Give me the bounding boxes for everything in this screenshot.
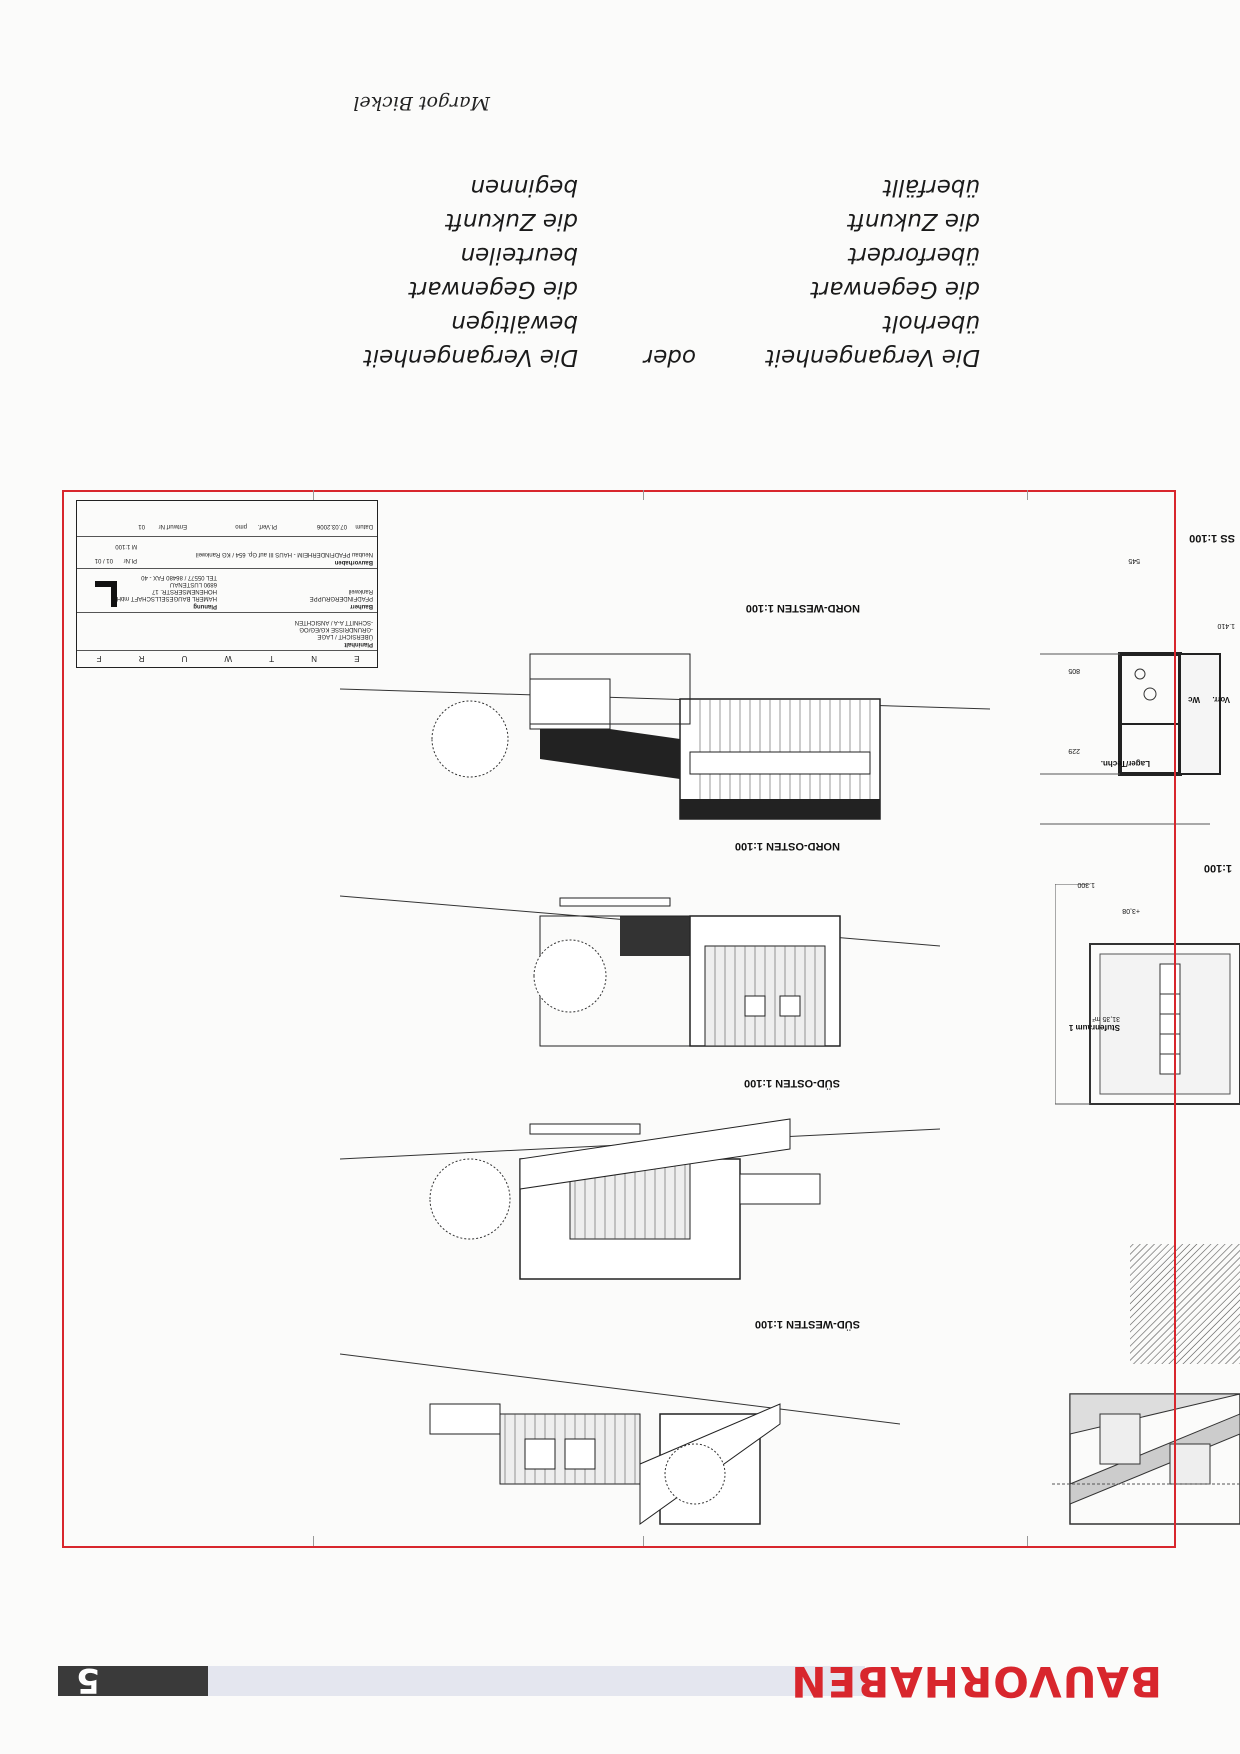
massstab: M 1:100 (115, 543, 137, 549)
planinhalt-line: -SCHNITT A-A / ANSICHTEN (294, 619, 373, 625)
entwurf-letter: E (352, 654, 360, 664)
planinhalt-label: Planinhalt (344, 641, 373, 647)
plan-nr-label: Pl.Nr (123, 557, 137, 563)
planung-line: 6890 LUSTENAU (169, 581, 217, 587)
entwurf-letter: F (94, 654, 102, 664)
entwurf-letter: R (136, 654, 145, 664)
dim-545: 545 (1128, 557, 1140, 564)
entwurf-nr: 01 (138, 523, 145, 529)
stufenraum-area: 31,35 m² (1092, 1015, 1120, 1022)
level-label: +3,08 (1122, 907, 1140, 914)
bauherr-label: Bauherr (349, 603, 373, 609)
poem-left-line: Die Vergangenheit (765, 344, 980, 370)
elevation-label-sw: SÜD-WESTEN 1:100 (754, 1318, 860, 1330)
planner-logo (95, 581, 117, 607)
poem-right-line: bewältigen (451, 310, 578, 336)
planinhalt-line: ÜBERSICHT / LAGE (317, 633, 373, 639)
poem-right-line: beginnen (470, 174, 578, 200)
dim-229: 229 (1068, 747, 1080, 754)
elevation-sued-westen (340, 1344, 900, 1544)
lager-label: Lager/Techn. (1100, 759, 1150, 768)
poem-left-line: die Zukunft (847, 208, 980, 234)
dim-1300: 1.300 (1077, 881, 1095, 888)
poem-right-line: beurteilen (460, 242, 578, 268)
wc-label: Wc (1188, 695, 1200, 704)
datum: 07.03.2006 (316, 523, 347, 529)
poem-right-line: Die Vergangenheit (363, 344, 578, 370)
bauvorhaben-text: Neubau PFADFINDERHEIM - HAUS III auf Gp. 654 / KG Rankweil (195, 551, 373, 557)
poem-right-line: die Gegenwart (408, 276, 578, 302)
planung-line: HAMERL BAUGESELLSCHAFT mbH (116, 595, 217, 601)
entwurf-nr-label: Entwurf Nr (158, 523, 187, 529)
planung-line: HOHENEMSERSTR. 17 (151, 588, 217, 594)
elevation-label-no: NORD-OSTEN 1:100 (734, 840, 840, 852)
dim-1410: 1.410 (1217, 622, 1235, 629)
elevation-label-nw: NORD-WESTEN 1:100 (745, 602, 860, 614)
poem-left-line: überfällt (883, 174, 980, 200)
entwurf-stamp (77, 650, 377, 667)
elevation-nord-westen (340, 639, 990, 829)
bauvorhaben-label: Bauvorhaben (334, 559, 373, 565)
verf: pmo (235, 523, 247, 529)
title-block (76, 500, 378, 668)
header-bar (168, 1666, 865, 1696)
entwurf-letter: U (179, 654, 188, 664)
vorr-label: Vorr. (1212, 695, 1230, 704)
datum-label: Datum (355, 523, 373, 529)
plan-scale-label-1: SS 1:100 (1189, 532, 1235, 544)
poem-left-line: überholt (883, 310, 980, 336)
entwurf-letter: N (309, 654, 317, 664)
bauherr-line: Rankweil (348, 588, 373, 594)
stufenraum-label: Stufenraum 1 (1068, 1023, 1120, 1032)
elevation-nord-osten (340, 866, 940, 1066)
plan-scale-label-2: 1:100 (1203, 862, 1232, 874)
verf-label: Pl.Verf. (257, 523, 277, 529)
elevation-sued-osten (340, 1109, 940, 1299)
page-number: 5 (76, 1660, 100, 1700)
planung-line: TEL 05577 / 86480 FAX - 40 (141, 574, 217, 580)
poem-author: Margot Bickel (353, 92, 490, 114)
plan-nr: 01 / 01 (94, 557, 113, 563)
bauherr-line: PFADFINDERGRUPPE (309, 595, 373, 601)
poem-left-line: die Gegenwart (810, 276, 980, 302)
poem-connector: oder (643, 344, 696, 370)
elevation-label-so: SÜD-OSTEN 1:100 (744, 1077, 840, 1089)
planinhalt-line: -GRUNDRISSE KG/EG/OG (299, 626, 373, 632)
poem-left-line: überfordert (848, 242, 980, 268)
entwurf-letter: T (267, 654, 275, 664)
section-title: BAUVORHABEN (790, 1657, 1162, 1706)
planung-label: Planung (193, 603, 217, 609)
poem-right-line: die Zukunft (445, 208, 578, 234)
dim-805: 805 (1068, 667, 1080, 674)
entwurf-letter: W (222, 654, 233, 664)
